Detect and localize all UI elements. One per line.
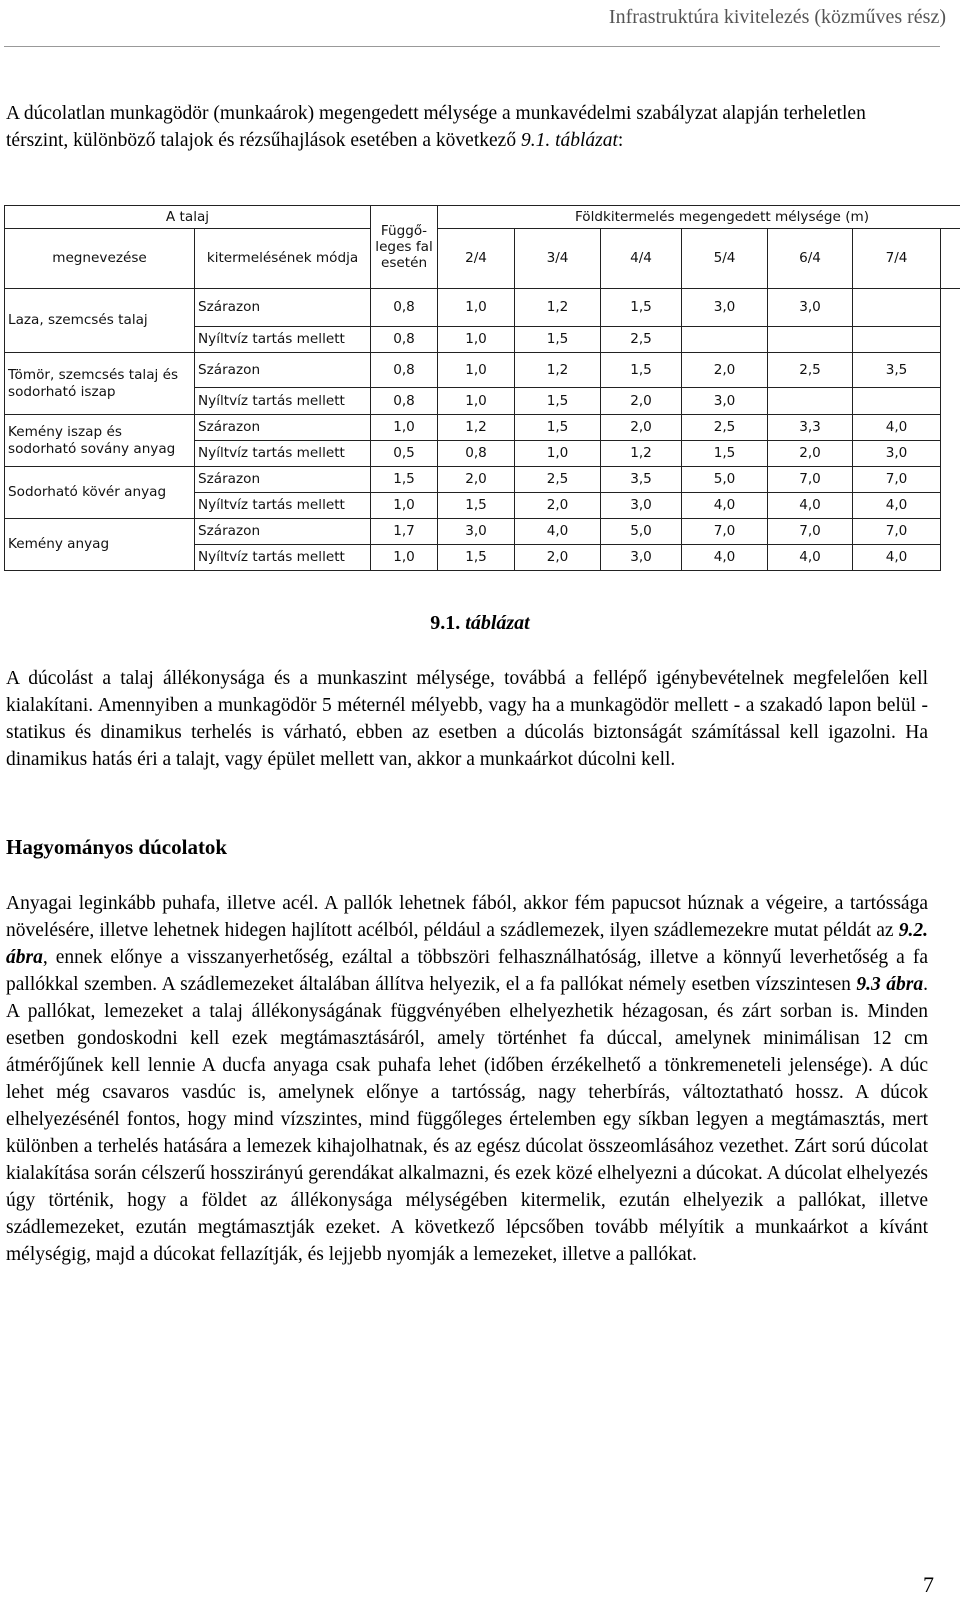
value-cell: 7,0 [768,519,853,545]
method-cell: Szárazon [195,289,371,327]
value-cell: 1,2 [601,441,682,467]
table-row [5,415,960,441]
section-heading: Hagyományos dúcolatok [6,835,228,859]
value-cell: 0,8 [371,327,438,353]
value-cell: 0,8 [371,353,438,388]
header-name: megnevezése [5,229,195,289]
table-row [5,289,960,327]
header-wall: Függő-leges fal esetén [371,206,438,289]
method-cell: Nyíltvíz tartás mellett [195,493,371,519]
value-cell: 4,0 [853,415,941,441]
depth-table [4,205,960,571]
value-cell: 3,0 [853,441,941,467]
value-cell [853,388,941,415]
table-caption [0,612,960,635]
value-cell: 1,0 [371,493,438,519]
intro-text: A dúcolatlan munkagödör (munkaárok) megengedett mélysége a munkavédelmi szabályzat alapján terheletlen térszint, különböző talajok és rézsűhajlások esetében a következő [6,103,866,151]
value-cell: 5,0 [601,519,682,545]
value-cell: 1,7 [371,519,438,545]
header-depth-group: Földkitermelés megengedett mélysége (m) [438,206,960,229]
table-row [5,467,960,493]
para-text: . A pallókat, lemezeket a talaj állékonyságának függvényében elhelyezhetik hézagosan, és zárt sorban is. Minden esetben gondoskodni kell ezek megtámasztásáról, amely történhet fa dúccal, amelynek minimálisan 12 cm átmérőjűnek kell lennie A ducfa anyaga csak puhafa lehet (időben érzékelhető a tönkremeneteli jelensége). A dúc lehet még csavaros vasdúc is, amelynek előnye a tartósság, nagy teherbírás, változtatható hossz. A dúcok elhelyezésénél fontos, hogy mind vízszintes, mind függőleges értelemben egy síkban legyen a megtámasztás, mert különben a terhelés hatására a lemezek kihajolhatnak, és az egész dúcolat összeomlásához vezethet. Zárt sorú dúcolat kialakítása során célszerű hosszirányú gerendákat alkalmazni, és ezek közé elhelyezni a dúcokat. A dúcolat elhelyezés úgy történik, hogy a földet az állékonysága mélységében kitermelik, ezután elhelyezik a pallókat, illetve szádlemezeket, ezután megtámasztják ezeket. A következő lépcsőben tovább mélyítik a munkaárkot a kívánt mélységig, majd a dúcokat fellazítják, és lejjebb nyomják a lemezeket, illetve a pallókat. [6,974,928,1265]
value-cell: 4,0 [768,493,853,519]
value-cell [853,289,941,327]
value-cell: 5,0 [682,467,768,493]
value-cell: 2,0 [768,441,853,467]
value-cell: 3,0 [682,289,768,327]
method-cell: Szárazon [195,519,371,545]
value-cell: 2,5 [682,415,768,441]
value-cell: 3,5 [601,467,682,493]
soil-name-cell: Tömör, szemcsés talaj és sodorható iszap [5,353,195,415]
value-cell: 3,0 [601,545,682,571]
table-reference: 9.1. táblázat [520,130,618,151]
value-cell: 0,8 [371,388,438,415]
value-cell: 3,3 [768,415,853,441]
value-cell: 2,5 [515,467,601,493]
value-cell: 1,5 [438,545,515,571]
header-soil-group: A talaj [5,206,371,229]
method-cell: Nyíltvíz tartás mellett [195,388,371,415]
value-cell: 4,0 [515,519,601,545]
method-cell: Szárazon [195,353,371,388]
header-ratio: 3/4 [515,229,601,289]
value-cell: 1,0 [371,415,438,441]
value-cell: 1,2 [515,353,601,388]
value-cell: 1,5 [682,441,768,467]
value-cell: 1,0 [515,441,601,467]
value-cell: 2,5 [768,353,853,388]
value-cell: 4,0 [682,493,768,519]
value-cell: 3,0 [438,519,515,545]
header-ratio: 4/4 [601,229,682,289]
table-row [5,353,960,388]
header-empty-cell [941,229,960,289]
body-paragraph: A dúcolást a talaj állékonysága és a munkaszint mélysége, továbbá a fellépő igénybevételnek megfelelően kell kialakítani. Amennyiben a munkagödör 5 méternél mélyebb, vagy ha a munkagödör mellett - a szakadó lapon belül - statikus és dinamikus terhelés is várható, ebben az esetben a dúcolás biztonságát számítással kell igazolni. Ha dinamikus hatás éri a talajt, vagy épület mellett van, akkor a munkaárkot dúcolni kell. [6,668,928,770]
value-cell: 7,0 [853,519,941,545]
soil-name-cell: Laza, szemcsés talaj [5,289,195,353]
method-cell: Nyíltvíz tartás mellett [195,545,371,571]
value-cell: 0,5 [371,441,438,467]
value-cell [682,327,768,353]
value-cell: 3,0 [601,493,682,519]
value-cell: 1,2 [438,415,515,441]
value-cell: 1,0 [438,289,515,327]
value-cell: 2,0 [682,353,768,388]
value-cell: 1,0 [371,545,438,571]
intro-colon: : [617,130,624,151]
value-cell: 7,0 [768,467,853,493]
value-cell: 2,0 [601,388,682,415]
method-cell: Nyíltvíz tartás mellett [195,441,371,467]
value-cell: 3,5 [853,353,941,388]
value-cell: 1,5 [371,467,438,493]
value-cell: 7,0 [682,519,768,545]
value-cell: 2,0 [438,467,515,493]
running-header: Infrastruktúra kivitelezés (közműves rész) [608,6,946,28]
caption-number: 9.1. [430,612,466,634]
header-ratio: 2/4 [438,229,515,289]
value-cell: 1,0 [438,388,515,415]
value-cell: 4,0 [853,493,941,519]
value-cell: 2,0 [515,545,601,571]
method-cell: Szárazon [195,415,371,441]
soil-name-cell: Sodorható kövér anyag [5,467,195,519]
value-cell: 7,0 [853,467,941,493]
value-cell: 1,5 [601,353,682,388]
soil-name-cell: Kemény anyag [5,519,195,571]
value-cell: 4,0 [768,545,853,571]
value-cell: 3,0 [768,289,853,327]
value-cell: 1,5 [515,415,601,441]
body-paragraph-2 [6,890,928,1268]
header-rule [4,46,940,47]
value-cell: 1,5 [515,388,601,415]
header-method: kitermelésének módja [195,229,371,289]
header-ratio: 6/4 [768,229,853,289]
table-row [5,519,960,545]
caption-label: táblázat [465,612,530,634]
header-ratio: 7/4 [853,229,941,289]
figure-reference: 9.3 ábra [856,974,924,995]
value-cell: 2,5 [601,327,682,353]
para-text: Anyagai leginkább puhafa, illetve acél. A pallók lehetnek fából, akkor fém papucsot húznak a végeire, a tartóssága növelésére, illetve lehetnek hidegen hajlított acélból, például a szádlemezek, ilyen szádlemezekre mutat példát az [6,893,928,941]
value-cell: 1,0 [438,353,515,388]
value-cell: 1,5 [438,493,515,519]
page-number: 7 [923,1572,934,1597]
soil-name-cell: Kemény iszap és sodorható sovány anyag [5,415,195,467]
value-cell: 1,5 [515,327,601,353]
value-cell: 3,0 [682,388,768,415]
method-cell: Szárazon [195,467,371,493]
method-cell: Nyíltvíz tartás mellett [195,327,371,353]
value-cell [768,327,853,353]
value-cell: 0,8 [371,289,438,327]
value-cell: 1,5 [601,289,682,327]
intro-paragraph [6,100,928,154]
value-cell: 1,0 [438,327,515,353]
value-cell [768,388,853,415]
para-text: , ennek előnye a visszanyerhetőség, ezáltal a többszöri felhasználhatóság, illetve a könnyű leverhetőség a fa pallókkal szemben. A szádlemezeket általában állítva helyezik, el a fa pallókat némely esetben vízszintesen [6,947,928,995]
figure-reference: 9.2. ábra [6,920,928,968]
value-cell: 2,0 [515,493,601,519]
value-cell: 1,2 [515,289,601,327]
value-cell: 4,0 [682,545,768,571]
value-cell: 4,0 [853,545,941,571]
value-cell [853,327,941,353]
header-ratio: 5/4 [682,229,768,289]
value-cell: 0,8 [438,441,515,467]
value-cell: 2,0 [601,415,682,441]
